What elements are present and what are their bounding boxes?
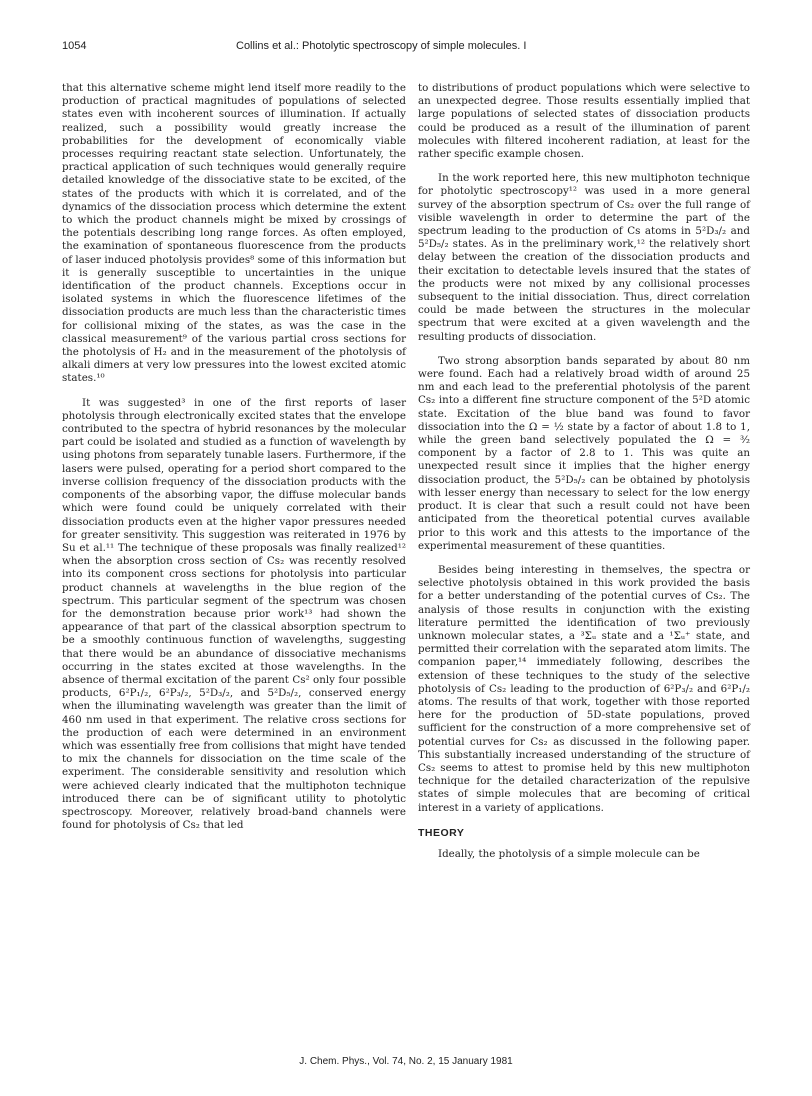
journal-citation-footer: J. Chem. Phys., Vol. 74, No. 2, 15 January 1981 — [299, 1056, 513, 1067]
paragraph: to distributions of product populations which were selective to an unexpected degree. Those results essentially implied that large populations of selected states of dissociation products could be produced as a result of the illumination of parent molecules with filtered incoherent radiation, at least for the rather specific example chosen. — [418, 82, 750, 161]
left-column — [62, 82, 406, 843]
page-header — [62, 40, 750, 58]
running-title: Collins et al.: Photolytic spectroscopy of simple molecules. I — [236, 40, 527, 52]
paragraph: Besides being interesting in themselves, the spectra or selective photolysis obtained in this work provided the basis for a better understanding of the potential curves of Cs₂. The analysis of those results in conjunction with the existing literature permitted the identification of two previously unknown molecular states, a ³Σᵤ state and a ¹Σᵤ⁺ state, and permitted their correlation with the separated atom limits. The companion paper,¹⁴ immediately following, describes the extension of these techniques to the study of the selective photolysis of Cs₂ leading to the production of 6²P₃/₂ and 6²P₁/₂ atoms. The results of that work, together with those reported here for the production of 5D-state populations, proved sufficient for the construction of a more comprehensive set of potential curves for Cs₂ as discussed in the following paper. This substantially increased understanding of the structure of Cs₂ seems to attest to promise held by this new multiphoton technique for the detailed characterization of the repulsive states of simple molecules that are becoming of critical interest in a variety of applications. — [418, 563, 750, 814]
page-number: 1054 — [62, 40, 87, 52]
paragraph: Two strong absorption bands separated by about 80 nm were found. Each had a relatively broad width of around 25 nm and each lead to the preferential photolysis of the parent Cs₂ into a different fine structure component of the 5²D atomic state. Excitation of the blue band was found to favor dissociation into the Ω = ½ state by a factor of about 1.8 to 1, while the green band selectively populated the Ω = ³⁄₂ component by a factor of 2.8 to 1. This was quite an unexpected result since it implies that the higher energy dissociation product, the 5²D₅/₂ can be obtained by photolysis with lesser energy than necessary to select for the low energy product. It is clear that such a result could not have been anticipated from the theoretical potential curves available prior to this work and this attests to the importance of the experimental measurement of these quantities. — [418, 354, 750, 552]
paragraph: Ideally, the photolysis of a simple molecule can be — [438, 847, 700, 860]
paragraph: that this alternative scheme might lend itself more readily to the production of practical magnitudes of populations of selected states even with incoherent sources of illumination. If actually realized, such a possibility would greatly increase the probabilities for the development of economically viable processes requiring reactant state selection. Unfortunately, the practical application of such techniques would generally require detailed knowledge of the dissociative state to be excited, of the states of the products with which it is correlated, and of the dynamics of the dissociation process which determine the extent to which the product channels might be mixed by crossings of the potentials describing long range forces. As often employed, the examination of spontaneous fluorescence from the products of laser induced photolysis provides⁸ some of this information but it is generally susceptible to uncertainties in the unique identification of the product channels. Exceptions occur in isolated systems in which the fluorescence lifetimes of the dissociation products are much less than the characteristic times for collisional mixing of the states, as was the case in the classical measurement⁹ of the various partial cross sections for the photolysis of H₂ and in the measurement of the photolysis of alkali dimers at very low pressures into the lowest excited atomic states.¹⁰ — [62, 82, 406, 385]
section-heading: THEORY — [418, 826, 465, 839]
right-column — [418, 82, 750, 872]
paragraph: In the work reported here, this new multiphoton technique for photolytic spectroscopy¹² was used in a more general survey of the absorption spectrum of Cs₂ over the full range of visible wavelength in order to determine the part of the spectrum leading to the production of Cs atoms in 5²D₃/₂ and 5²D₅/₂ states. As in the preliminary work,¹² the relatively short delay between the creation of the dissociation products and their excitation to detectable levels insured that the states of the products were not mixed by any collisional processes subsequent to the initial dissociation. Thus, direct correlation could be made between the structures in the molecular spectrum that were excited at a given wavelength and the resulting products of dissociation. — [418, 172, 750, 343]
paragraph: It was suggested³ in one of the first reports of laser photolysis through electronically excited states that the envelope contributed to the spectra of hybrid resonances by the molecular part could be isolated and studied as a function of wavelength by using photons from separately tunable lasers. Furthermore, if the lasers were pulsed, operating for a period short compared to the inverse collision frequency of the dissociation products with the components of the absorbing vapor, the diffuse molecular bands which were found could be uniquely correlated with their dissociation products even at the higher vapor pressures needed for greater sensitivity. This suggestion was reiterated in 1976 by Su et al.¹¹ The technique of these proposals was finally realized¹² when the absorption cross section of Cs₂ was recently resolved into its component cross sections for photolysis into particular product channels at wavelengths in the blue region of the spectrum. This particular segment of the spectrum was chosen for the demonstration because prior work¹³ had shown the appearance of that part of the classical absorption spectrum to be a smoothly continuous function of wavelengths, suggesting that there would be an abundance of dissociative mechanisms occurring in the states excited at those wavelengths. In the absence of thermal excitation of the parent Cs² only four possible products, 6²P₁/₂, 6²P₃/₂, 5²D₃/₂, and 5²D₅/₂, conserved energy when the illuminating wavelength was greater than the limit of 460 nm used in that experiment. The relative cross sections for the production of each were determined in an environment which was essentially free from collisions that might have tended to mix the channels for dissociation on the time scale of the experiment. The considerable sensitivity and resolution which were achieved clearly indicated that the multiphoton technique introduced there can be of significant utility to photolytic spectroscopy. Moreover, relatively broad-band channels were found for photolysis of Cs₂ that led — [62, 396, 407, 832]
